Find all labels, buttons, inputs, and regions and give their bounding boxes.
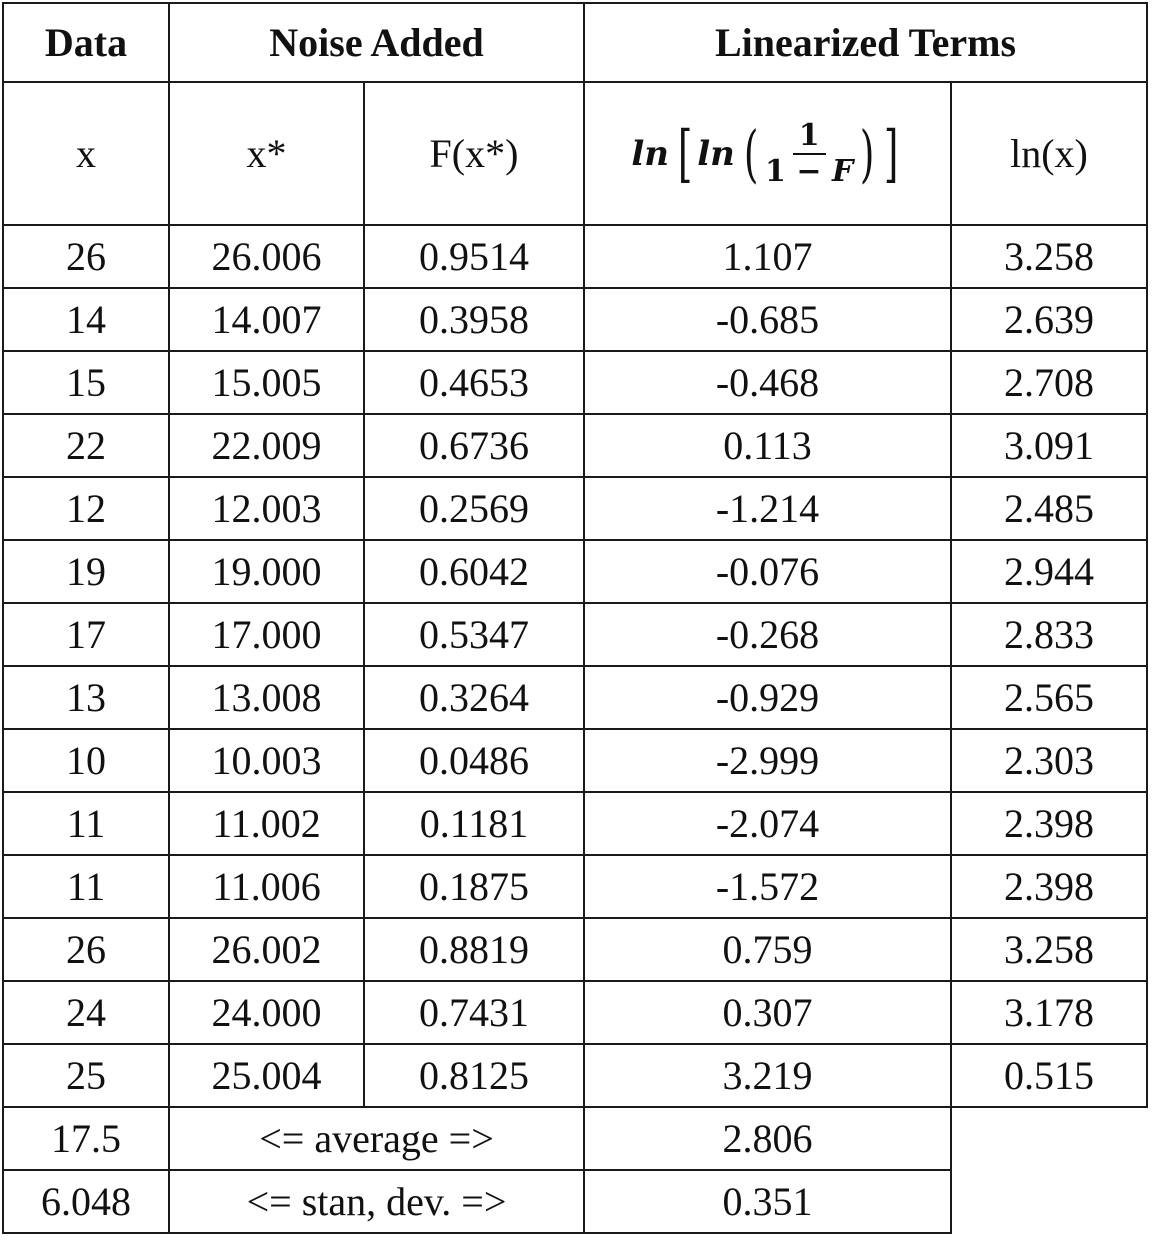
summary-value: 17.5 (3, 1107, 169, 1170)
cell-x-star: 19.000 (169, 540, 364, 603)
table-row (3, 792, 1147, 855)
cell-x-star: 25.004 (169, 1044, 364, 1107)
formula-denominator-prefix: 1 − (765, 153, 832, 189)
table-row (3, 540, 1147, 603)
cell-f-x-star: 0.4653 (364, 351, 584, 414)
summary-label: <= stan, dev. => (169, 1170, 584, 1233)
col-header-f-x-star: F(x*) (364, 82, 584, 225)
summary-linearized: 0.351 (584, 1170, 951, 1233)
cell-x-star: 17.000 (169, 603, 364, 666)
header-data: Data (3, 3, 169, 82)
table-row (3, 225, 1147, 288)
cell-f-x-star: 0.3958 (364, 288, 584, 351)
formula-denominator-var: F (831, 153, 854, 189)
col-header-x: x (3, 82, 169, 225)
col-header-ln-ln-formula (584, 82, 951, 225)
cell-ln-ln: -0.929 (584, 666, 951, 729)
cell-x-star: 10.003 (169, 729, 364, 792)
cell-x-star: 11.002 (169, 792, 364, 855)
table-row (3, 855, 1147, 918)
cell-ln-x: 0.515 (951, 1044, 1147, 1107)
table-row (3, 414, 1147, 477)
cell-ln-ln: 0.759 (584, 918, 951, 981)
cell-f-x-star: 0.5347 (364, 603, 584, 666)
cell-f-x-star: 0.1181 (364, 792, 584, 855)
table-row (3, 603, 1147, 666)
cell-ln-x: 3.258 (951, 918, 1147, 981)
summary-linearized: 2.806 (584, 1107, 951, 1170)
ln-ln-formula (631, 116, 903, 190)
cell-f-x-star: 0.7431 (364, 981, 584, 1044)
cell-x: 13 (3, 666, 169, 729)
cell-ln-ln: 0.307 (584, 981, 951, 1044)
cell-f-x-star: 0.2569 (364, 477, 584, 540)
formula-denominator (765, 155, 853, 187)
cell-ln-x: 2.565 (951, 666, 1147, 729)
data-table-container (2, 2, 1148, 1234)
left-paren: ( (743, 116, 759, 190)
cell-ln-ln: -0.468 (584, 351, 951, 414)
header-linearized-terms: Linearized Terms (584, 3, 1147, 82)
cell-x-star: 12.003 (169, 477, 364, 540)
cell-ln-ln: -1.214 (584, 477, 951, 540)
cell-f-x-star: 0.8125 (364, 1044, 584, 1107)
table-row (3, 918, 1147, 981)
cell-x: 26 (3, 918, 169, 981)
cell-x-star: 22.009 (169, 414, 364, 477)
cell-x-star: 24.000 (169, 981, 364, 1044)
cell-ln-ln: 3.219 (584, 1044, 951, 1107)
cell-ln-x: 2.398 (951, 855, 1147, 918)
cell-ln-ln: -0.685 (584, 288, 951, 351)
cell-x-star: 11.006 (169, 855, 364, 918)
group-header-row (3, 3, 1147, 82)
cell-ln-ln: -0.076 (584, 540, 951, 603)
summary-label: <= average => (169, 1107, 584, 1170)
cell-x-star: 26.006 (169, 225, 364, 288)
cell-f-x-star: 0.8819 (364, 918, 584, 981)
table-row (3, 477, 1147, 540)
summary-row (3, 1107, 1147, 1170)
cell-ln-x: 2.485 (951, 477, 1147, 540)
table-row (3, 288, 1147, 351)
col-header-ln-x: ln(x) (951, 82, 1147, 225)
cell-ln-x: 2.303 (951, 729, 1147, 792)
cell-ln-ln: 0.113 (584, 414, 951, 477)
formula-outer-ln: ln (631, 133, 669, 174)
table-row (3, 1044, 1147, 1107)
cell-ln-x: 3.178 (951, 981, 1147, 1044)
cell-ln-x: 2.398 (951, 792, 1147, 855)
data-table (2, 2, 1148, 1234)
formula-numerator: 1 (793, 121, 826, 155)
cell-x-star: 15.005 (169, 351, 364, 414)
cell-ln-x: 2.639 (951, 288, 1147, 351)
cell-ln-x: 2.708 (951, 351, 1147, 414)
formula-inner-ln: ln (697, 133, 735, 174)
cell-ln-x: 2.833 (951, 603, 1147, 666)
cell-ln-ln: -2.074 (584, 792, 951, 855)
cell-x: 10 (3, 729, 169, 792)
cell-f-x-star: 0.0486 (364, 729, 584, 792)
cell-ln-ln: 1.107 (584, 225, 951, 288)
right-bracket: ] (884, 116, 899, 190)
empty-cell (951, 1107, 1147, 1170)
cell-x: 22 (3, 414, 169, 477)
cell-x-star: 26.002 (169, 918, 364, 981)
cell-ln-ln: -0.268 (584, 603, 951, 666)
cell-x: 11 (3, 792, 169, 855)
formula-fraction (765, 117, 854, 189)
column-header-row (3, 82, 1147, 225)
table-row (3, 351, 1147, 414)
cell-x: 25 (3, 1044, 169, 1107)
cell-f-x-star: 0.1875 (364, 855, 584, 918)
cell-f-x-star: 0.9514 (364, 225, 584, 288)
cell-ln-x: 3.258 (951, 225, 1147, 288)
cell-x-star: 14.007 (169, 288, 364, 351)
table-row (3, 666, 1147, 729)
cell-x: 26 (3, 225, 169, 288)
cell-x: 14 (3, 288, 169, 351)
cell-x: 15 (3, 351, 169, 414)
cell-f-x-star: 0.3264 (364, 666, 584, 729)
left-bracket: [ (677, 116, 693, 190)
table-row (3, 981, 1147, 1044)
cell-f-x-star: 0.6736 (364, 414, 584, 477)
cell-x: 19 (3, 540, 169, 603)
cell-f-x-star: 0.6042 (364, 540, 584, 603)
cell-ln-x: 2.944 (951, 540, 1147, 603)
cell-x: 17 (3, 603, 169, 666)
cell-x: 24 (3, 981, 169, 1044)
table-row (3, 729, 1147, 792)
cell-ln-x: 3.091 (951, 414, 1147, 477)
cell-x: 12 (3, 477, 169, 540)
summary-row (3, 1170, 1147, 1233)
cell-x-star: 13.008 (169, 666, 364, 729)
summary-value: 6.048 (3, 1170, 169, 1233)
header-noise-added: Noise Added (169, 3, 584, 82)
empty-cell (951, 1170, 1147, 1233)
right-paren: ) (860, 116, 875, 190)
cell-ln-ln: -1.572 (584, 855, 951, 918)
cell-x: 11 (3, 855, 169, 918)
cell-ln-ln: -2.999 (584, 729, 951, 792)
col-header-x-star: x* (169, 82, 364, 225)
